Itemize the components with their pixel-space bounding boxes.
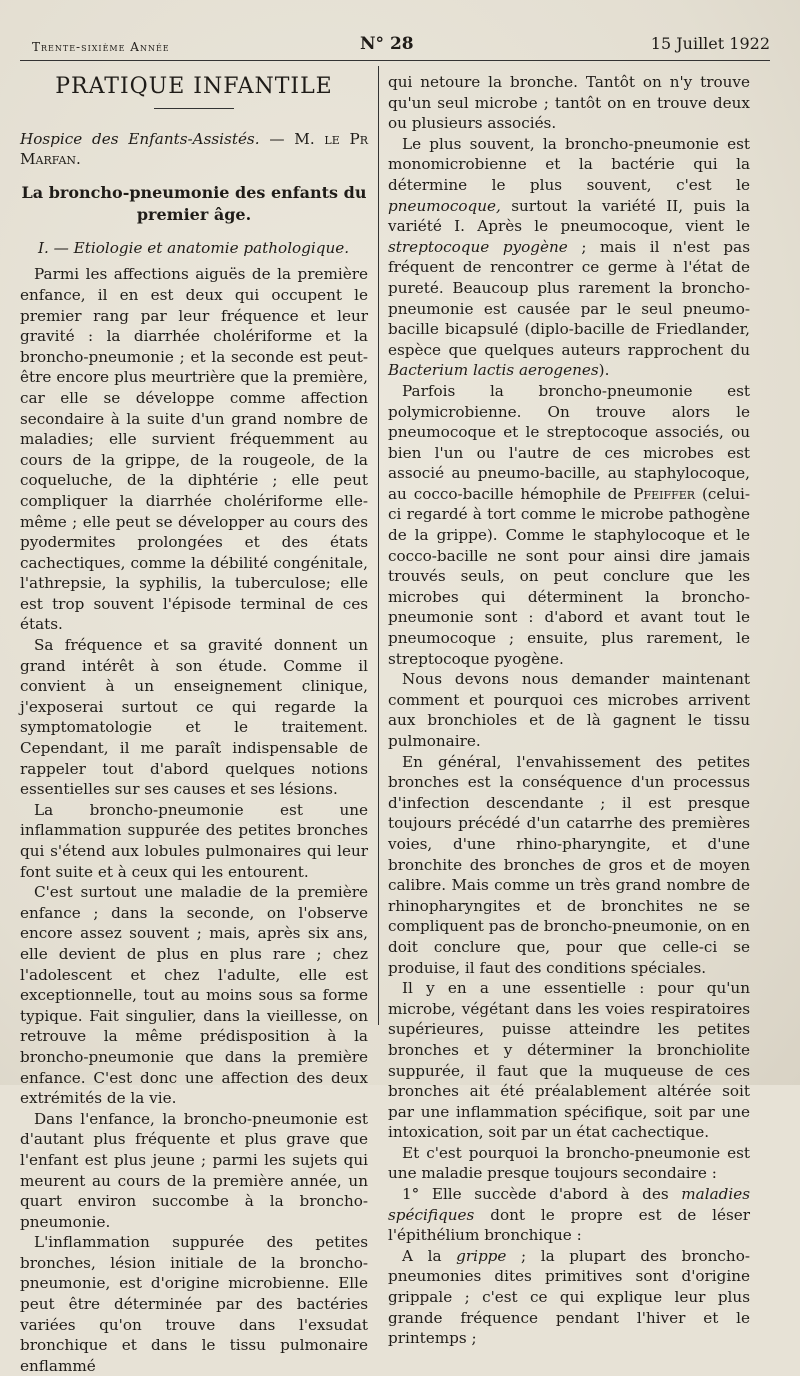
emphasis: streptocoque pyogène: [388, 237, 568, 256]
text-run: Parfois la broncho-pneumonie est polymicrobienne. On trouve alors le pneumocoque et le streptocoque associés, ou bien l'un ou l'autre de ces microbes est associé au pneumo-bacille, au staphylocoque, au cocco-bacille hémophile de: [388, 381, 750, 503]
text-run: Le plus souvent, la broncho-pneumonie est monomicrobienne et la bactérie qui la détermine le plus souvent, c'est le: [388, 134, 750, 194]
author-name: — M. le Pr Marfan.: [20, 129, 368, 169]
title-rule: [154, 108, 234, 109]
subheading: I. — Etiologie et anatomie pathologique.: [38, 238, 350, 257]
text-run: surtout la variété II, puis la variété I. Après le pneumocoque, vient le: [388, 196, 750, 236]
text-run: 1° Elle succède d'abord à des: [402, 1185, 682, 1204]
emphasis: Bacterium lactis aerogenes: [388, 361, 599, 380]
page-header: [20, 30, 770, 58]
paragraph: [388, 1246, 750, 1349]
text-run: (celui-ci regardé à tort comme le microbe pathogène de la grippe). Comme le staphylocoque et le cocco-bacille ne sont pour ainsi dire jamais trouvés seuls, on peut conclure que les microbes qui déterminent la broncho-pneumonie sont : d'abord et avant tout le pneumocoque ; ensuite, plus rarement, le streptocoque pyogène.: [388, 484, 750, 668]
header-rule: [20, 60, 770, 61]
paragraph: Sa fréquence et sa gravité donnent un grand intérêt à son étude. Comme il convient à un enseignement clinique, j'exposerai surtout ce qui regarde la symptomatologie et le traitement. Cependant, il me paraît indispensable de rappeler tout d'abord quelques notions essentielles sur ses causes et ses lésions.: [20, 636, 368, 799]
text-run: A la: [402, 1246, 457, 1265]
left-column: [20, 72, 368, 1376]
paragraph: C'est surtout une maladie de la première enfance ; dans la seconde, on l'observe encore assez souvent ; mais, après six ans, elle devient de plus en plus rare ; chez l'adolescent et chez l'adulte, elle est exceptionnelle, tout au moins sous sa forme typique. Fait singulier, dans la vieillesse, on retrouve la même prédisposition à la broncho-pneumonie que dans la première enfance. C'est donc une affection des deux extrémités de la vie.: [20, 883, 368, 1108]
issue-date: 15 Juillet 1922: [650, 34, 770, 53]
section-title: PRATIQUE INFANTILE: [55, 74, 333, 99]
emphasis: pneumocoque,: [388, 196, 501, 215]
paragraph: Il y en a une essentielle : pour qu'un microbe, végétant dans les voies respiratoires supérieures, puisse atteindre les petites bronches et y déterminer la bronchiolite suppurée, il faut que la muqueuse de ces bronches ait été préalablement altérée soit par une inflammation spécifique, soit par une intoxication, soit par un état cachectique.: [388, 979, 750, 1142]
emphasis: grippe: [456, 1246, 507, 1265]
text-run: ; mais il n'est pas fréquent de rencontrer ce germe à l'état de pureté. Beaucoup plus rarement la broncho-pneumonie est causée par le seul pneumo-bacille bicapsulé (diplo-bacille de Friedlander, espèce que quelques auteurs rapprochent du: [388, 237, 750, 359]
paragraph: [388, 381, 750, 669]
emphasis: maladies spécifiques: [388, 1185, 750, 1224]
paragraph: En général, l'envahissement des petites bronches est la conséquence d'un processus d'infection descendante ; il est presque toujours précédé d'un catarrhe des premières voies, d'une rhino-pharyngite, et d'une bronchite des bronches de gros et de moyen calibre. Mais comme un très grand nombre de rhinopharyngites et de bronchites ne se compliquent pas de broncho-pneumonie, on en doit conclure que, pour que celle-ci se produise, il faut des conditions spéciales.: [388, 752, 750, 977]
paragraph: Parmi les affections aiguës de la première enfance, il en est deux qui occupent le premier rang par leur fréquence et leur gravité : la diarrhée cholériforme et la broncho-pneumonie ; et la seconde est peut-être encore plus meurtrière que la première, car elle se développe comme affection secondaire à la suite d'un grand nombre de maladies; elle survient fréquemment au cours de la grippe, de la rougeole, de la coqueluche, de la diphtérie ; elle peut compliquer la diarrhée cholériforme elle-même ; elle peut se développer au cours des pyodermites prolongées et des états cachectiques, comme la débilité congénitale, l'athrepsie, la syphilis, la tuberculose; elle est trop souvent l'épisode terminal de ces états.: [20, 265, 368, 634]
paragraph: qui netoure la bronche. Tantôt on n'y trouve qu'un seul microbe ; tantôt on en trouve deux ou plusieurs associés.: [388, 73, 750, 133]
article-title: La broncho-pneumonie des enfants du premier âge.: [21, 182, 367, 224]
paragraph: Nous devons nous demander maintenant comment et pourquoi ces microbes arrivent aux bronchioles et de là gagnent le tissu pulmonaire.: [388, 670, 750, 750]
hospice-name: Hospice des Enfants-Assistés.: [20, 129, 260, 148]
paragraph: [388, 1184, 750, 1246]
paragraph: [388, 134, 750, 381]
volume-label: Trente-sixième Année: [32, 40, 170, 54]
paragraph: La broncho-pneumonie est une inflammation suppurée des petites bronches qui s'étend aux lobules pulmonaires qui leur font suite et à ceux qui les entourent.: [20, 800, 368, 881]
text-run: ; la plupart des broncho-pneumonies dites primitives sont d'origine grippale ; c'est ce qui explique leur plus grande fréquence pendant l'hiver et le printemps ;: [388, 1246, 750, 1348]
issue-number: N° 28: [360, 34, 414, 54]
person-name: Pfeiffer: [633, 484, 696, 503]
hospice-line: [20, 129, 368, 170]
paragraph: Dans l'enfance, la broncho-pneumonie est d'autant plus fréquente et plus grave que l'enfant est plus jeune ; parmi les sujets qui meurent au cours de la première année, un quart environ succombe à la broncho-pneumonie.: [20, 1109, 368, 1231]
text-run: dont le propre est de léser l'épithélium bronchique :: [388, 1205, 750, 1245]
text-run: ).: [598, 361, 610, 380]
column-divider: [378, 66, 379, 1025]
right-column: [388, 72, 750, 1349]
paragraph: L'inflammation suppurée des petites bronches, lésion initiale de la broncho-pneumonie, est d'origine microbienne. Elle peut être déterminée par des bactéries variées qu'on trouve dans l'exsudat bronchique et dans le tissu pulmonaire enflammé: [20, 1233, 368, 1375]
paragraph: Et c'est pourquoi la broncho-pneumonie est une maladie presque toujours secondaire :: [388, 1143, 750, 1183]
